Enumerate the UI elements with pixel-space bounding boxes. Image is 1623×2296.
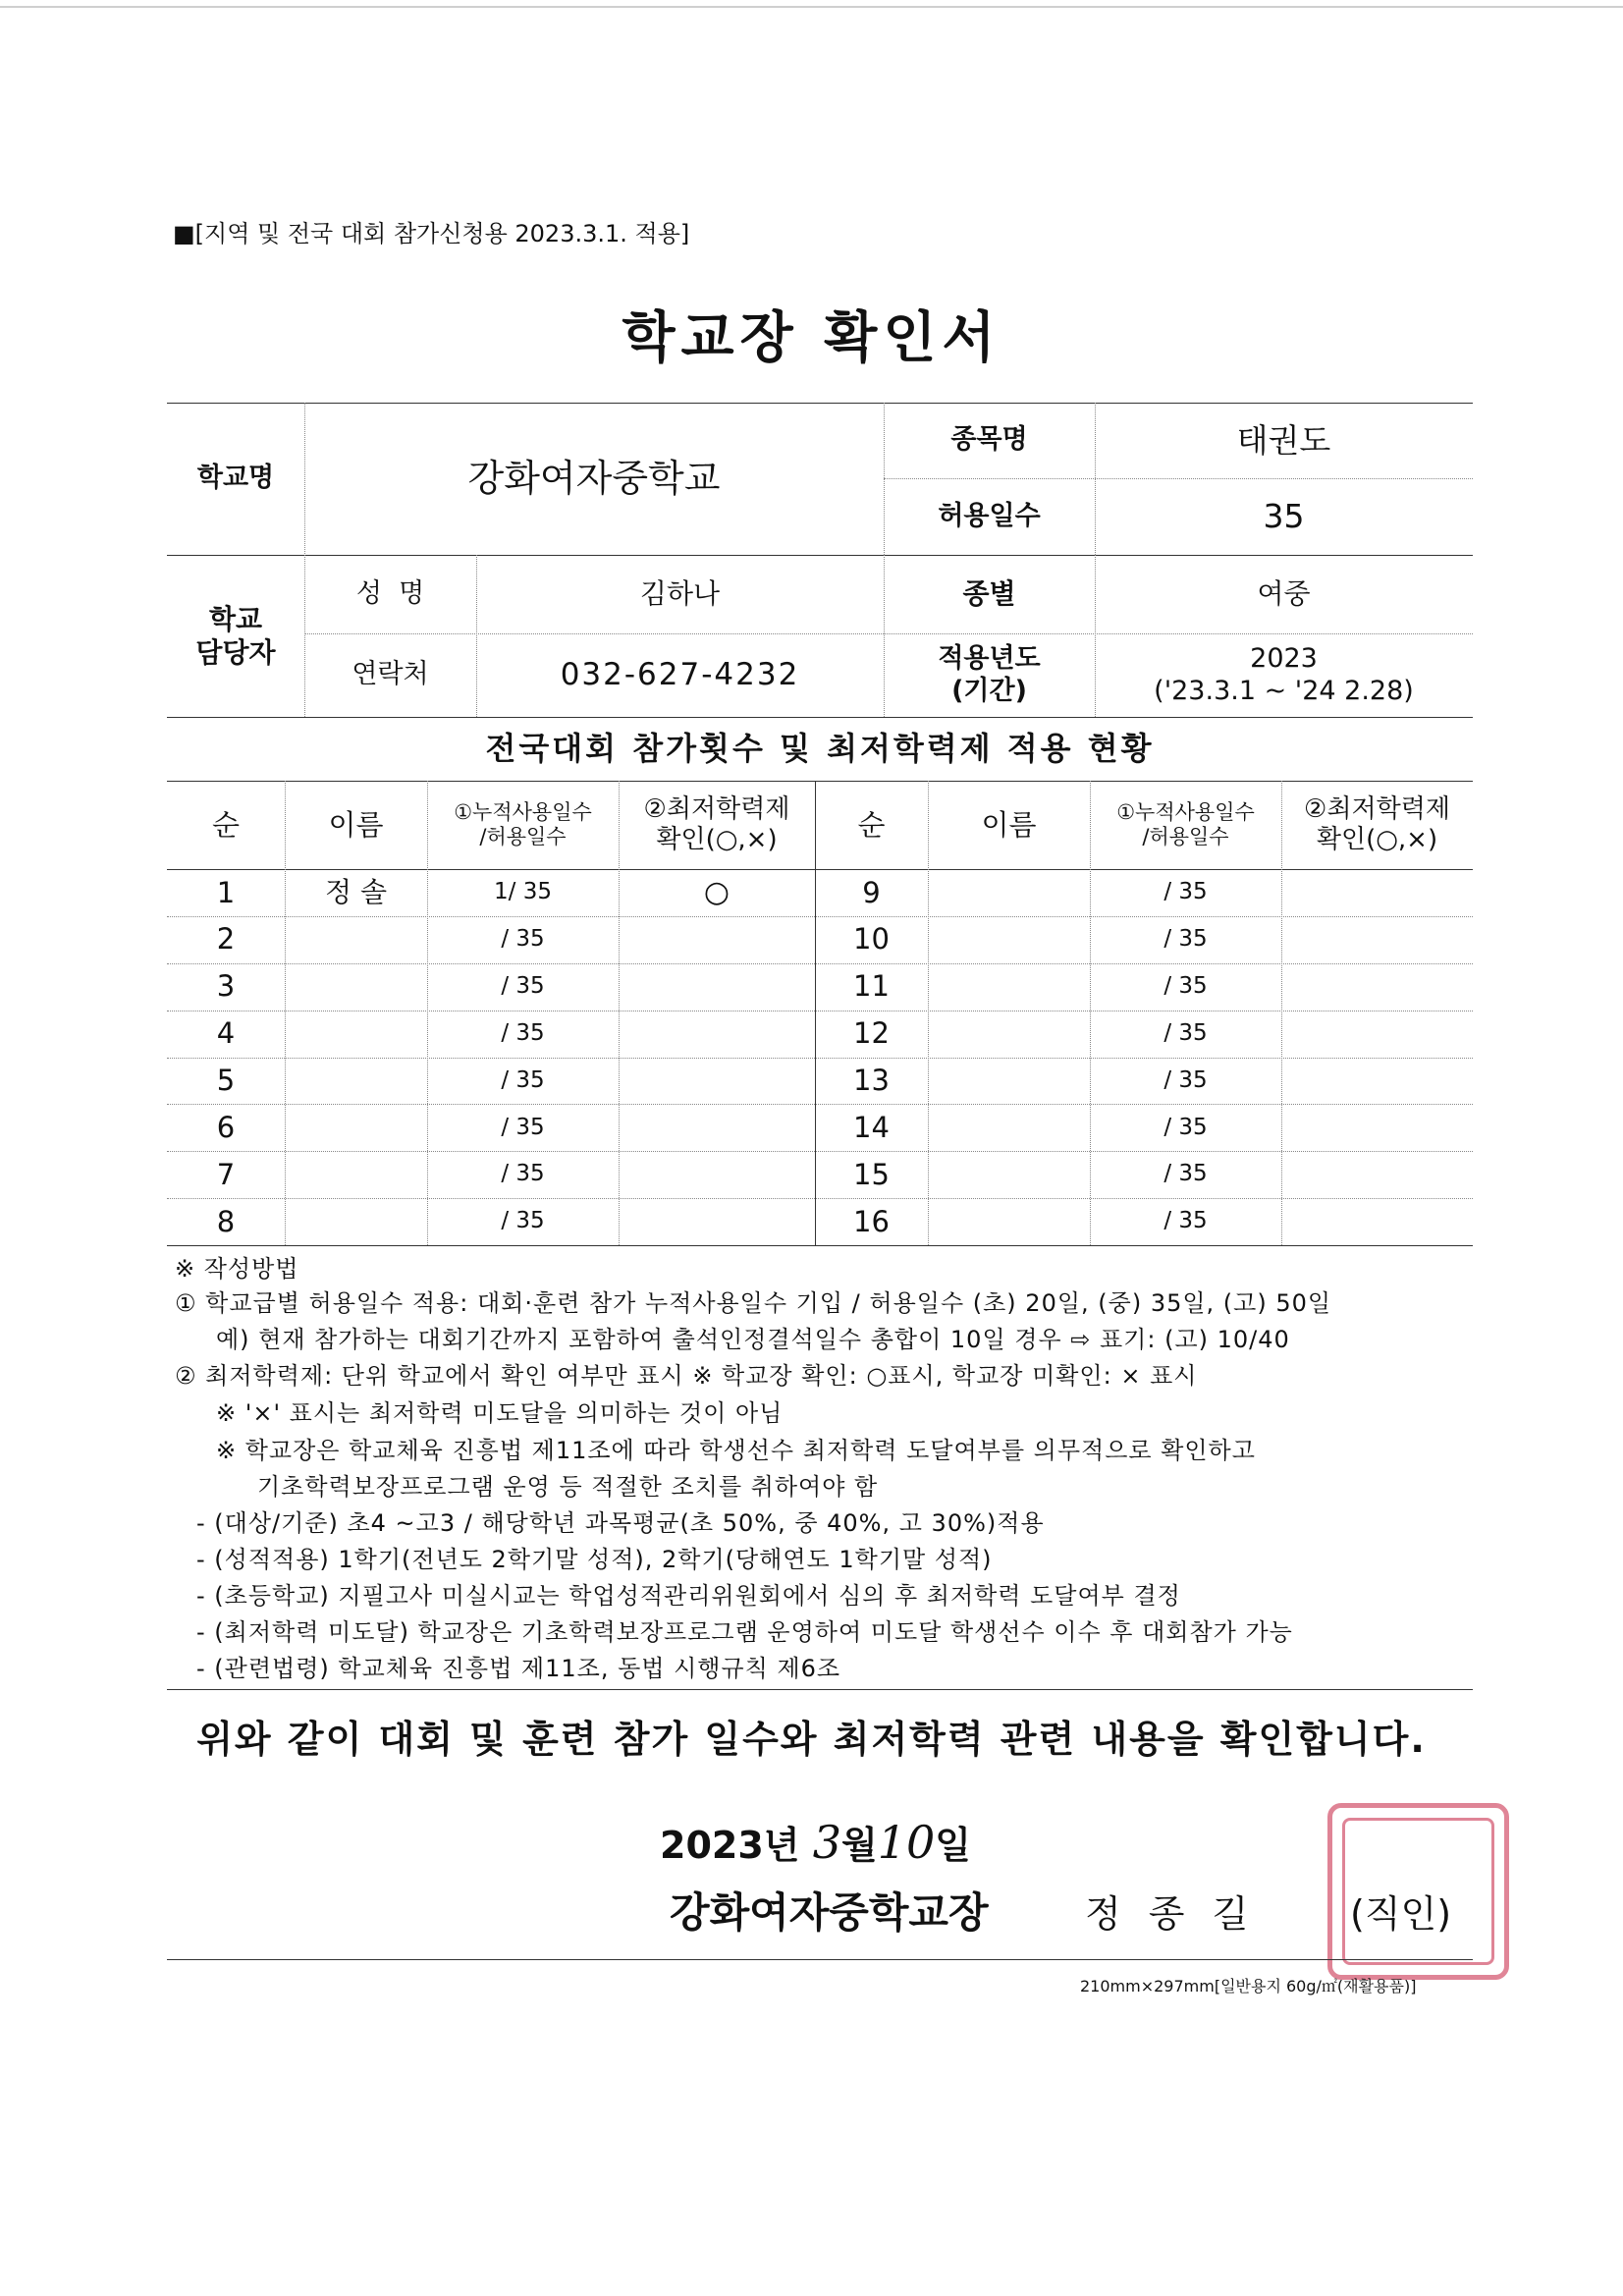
contact-value: 032-627-4232: [560, 656, 800, 692]
col-min2-header-line2: 확인(○,×): [1316, 825, 1438, 854]
table-cell-name: [285, 963, 427, 1011]
table-cell-days: / 35: [501, 926, 545, 953]
note-detail-4: - (최저학력 미도달) 학교장은 기초학력보장프로그램 운영하여 미도달 학생선수 이수 후 대회참가 가능: [196, 1618, 1293, 1646]
table-cell-name2: [928, 916, 1090, 963]
document-title: 학교장 확인서: [622, 306, 1001, 370]
year-label-line1: 적용년도: [938, 643, 1041, 675]
col-days-header-line1: ①누적사용일수: [454, 799, 592, 824]
table-cell-name: [285, 916, 427, 963]
gender-label: 종별: [962, 577, 1016, 611]
period-value-text: ('23.3.1 ~ '24 2.28): [1154, 675, 1414, 706]
table-cell-no: 3: [216, 969, 236, 1004]
note-detail-3: - (초등학교) 지필고사 미실시교는 학업성적관리위원회에서 심의 후 최저학력 도달여부 결정: [196, 1582, 1181, 1610]
notes-bottom-rule: [167, 1689, 1473, 1690]
table-cell-mark: [619, 1104, 815, 1151]
date-month-handwritten: 3: [812, 1816, 841, 1869]
table-cell-name2: [928, 1151, 1090, 1198]
allowed-days-value: 35: [1263, 497, 1305, 536]
paper-spec-note: 210mm×297mm[일반용지 60g/㎡(재활용품)]: [1080, 1977, 1417, 1995]
table-cell-mark: ○: [703, 874, 730, 909]
table-cell-days: / 35: [501, 1114, 545, 1140]
event-value: 태권도: [1236, 420, 1331, 460]
table-cell-no: 1: [216, 875, 236, 909]
table-cell-days: / 35: [501, 1208, 545, 1234]
table-cell-name2: [928, 1198, 1090, 1245]
section-title: 전국대회 참가횟수 및 최저학력제 적용 현황: [485, 729, 1155, 767]
gender-value: 여중: [1257, 577, 1311, 611]
school-name-value: 강화여자중학교: [467, 456, 721, 500]
col-no-header: 순: [211, 807, 240, 842]
table-cell-no: 6: [216, 1110, 236, 1144]
col-name-header: 이름: [328, 807, 384, 842]
table-cell-days2: / 35: [1163, 1019, 1208, 1046]
manager-label: [167, 555, 304, 717]
table-cell-mark: [619, 963, 815, 1011]
table-cell-no: 5: [216, 1064, 236, 1098]
table-cell-days2: / 35: [1163, 972, 1208, 999]
table-cell-days: / 35: [501, 1161, 545, 1187]
table-cell-name2: [928, 869, 1090, 916]
table-cell-no2: 16: [853, 1204, 890, 1238]
date-year: 2023년: [660, 1824, 800, 1867]
header-note: ■[지역 및 전국 대회 참가신청용 2023.3.1. 적용]: [173, 220, 690, 247]
table-cell-mark2: [1281, 916, 1473, 963]
table-cell-name2: [928, 1058, 1090, 1105]
col-days2-header-line2: /허용일수: [1142, 825, 1229, 848]
col-min2-header-line1: ②최저학력제: [1304, 793, 1450, 824]
col-days2-header-line1: ①누적사용일수: [1116, 799, 1255, 824]
note-detail-1: - (대상/기준) 초4 ~고3 / 해당학년 과목평균(초 50%, 중 40%, 고 30%)적용: [196, 1509, 1045, 1537]
manager-name-label: 성 명: [355, 577, 425, 609]
table-cell-mark: [619, 1151, 815, 1198]
table-cell-mark2: [1281, 1104, 1473, 1151]
table-cell-days2: / 35: [1163, 1114, 1208, 1140]
table-cell-days2: / 35: [1163, 1161, 1208, 1187]
table-cell-mark2: [1281, 1058, 1473, 1105]
manager-name-value: 김하나: [639, 577, 721, 611]
table-cell-mark2: [1281, 1151, 1473, 1198]
confirmation-statement: 위와 같이 대회 및 훈련 참가 일수와 최저학력 관련 내용을 확인합니다.: [196, 1718, 1427, 1761]
footer-rule: [167, 1959, 1473, 1960]
contact-label: 연락처: [352, 659, 429, 690]
col-no2-header: 순: [857, 807, 886, 842]
table-cell-days2: / 35: [1163, 1066, 1208, 1093]
table-cell-mark2: [1281, 1011, 1473, 1058]
date-month-unit: 월: [841, 1824, 878, 1867]
school-name-label: 학교명: [196, 463, 275, 494]
table-cell-mark2: [1281, 1198, 1473, 1245]
table-cell-no: 8: [216, 1204, 236, 1238]
table-cell-mark: [619, 1058, 815, 1105]
table-cell-no2: 13: [853, 1064, 890, 1098]
table-cell-name2: [928, 1011, 1090, 1058]
table-cell-days2: / 35: [1163, 1208, 1208, 1234]
table-cell-mark: [619, 1198, 815, 1245]
seal-label: (직인): [1350, 1892, 1452, 1936]
table-cell-days2: / 35: [1163, 879, 1208, 905]
principal-name: 정 종 길: [1085, 1892, 1257, 1936]
table-cell-no: 4: [216, 1016, 236, 1051]
table-cell-days: 1/ 35: [494, 879, 552, 905]
table-cell-days2: / 35: [1163, 926, 1208, 953]
col-days2-header: [1090, 781, 1281, 869]
table-cell-name: [285, 1104, 427, 1151]
table-cell-no: 7: [216, 1157, 236, 1191]
year-value-text: 2023: [1250, 643, 1318, 675]
notes-heading: ※ 작성방법: [175, 1255, 299, 1283]
note-1a: ① 학교급별 허용일수 적용: 대회·훈련 참가 누적사용일수 기입 / 허용일수 (초) 20일, (중) 35일, (고) 50일: [175, 1289, 1332, 1317]
table-cell-name: 정 솔: [325, 876, 387, 909]
note-3: ※ '×' 표시는 최저학력 미도달을 의미하는 것이 아님: [216, 1399, 784, 1427]
col-days-header: [427, 781, 619, 869]
date-day-handwritten: 10: [877, 1816, 936, 1869]
signature-date: [660, 1815, 971, 1869]
table-cell-no2: 10: [853, 922, 890, 957]
table-cell-mark: [619, 1011, 815, 1058]
table-cell-name2: [928, 963, 1090, 1011]
note-1b: 예) 현재 참가하는 대회기간까지 포함하여 출석인정결석일수 총합이 10일 경우 ⇨ 표기: (고) 10/40: [216, 1326, 1290, 1353]
table-cell-no2: 9: [862, 875, 881, 909]
table-cell-mark2: [1281, 869, 1473, 916]
year-label: [884, 633, 1095, 717]
date-day-unit: 일: [935, 1824, 971, 1867]
table-cell-name: [285, 1151, 427, 1198]
manager-label-line2: 담당자: [195, 635, 276, 669]
table-cell-name: [285, 1011, 427, 1058]
note-4b: 기초학력보장프로그램 운영 등 적절한 조치를 취하여야 함: [257, 1473, 879, 1501]
col-min-header-line1: ②최저학력제: [643, 793, 790, 824]
col-name2-header: 이름: [981, 807, 1037, 842]
note-4a: ※ 학교장은 학교체육 진흥법 제11조에 따라 학생선수 최저학력 도달여부를 의무적으로 확인하고: [216, 1437, 1256, 1464]
note-detail-2: - (성적적용) 1학기(전년도 2학기말 성적), 2학기(당해연도 1학기말 성적): [196, 1546, 993, 1573]
table-cell-no2: 12: [853, 1016, 890, 1051]
manager-label-line1: 학교: [208, 602, 263, 635]
table-cell-no2: 11: [853, 969, 890, 1004]
table-cell-days: / 35: [501, 972, 545, 999]
table-cell-name2: [928, 1104, 1090, 1151]
col-min-header: [619, 781, 815, 869]
table-cell-no2: 15: [853, 1157, 890, 1191]
year-label-line2: (기간): [951, 675, 1027, 706]
event-label: 종목명: [950, 424, 1028, 456]
table-cell-mark: [619, 916, 815, 963]
table-cell-name: [285, 1058, 427, 1105]
principal-title: 강화여자중학교장: [670, 1888, 989, 1937]
note-detail-5: - (관련법령) 학교체육 진흥법 제11조, 동법 시행규칙 제6조: [196, 1655, 841, 1682]
table-cell-days: / 35: [501, 1019, 545, 1046]
col-min2-header: [1281, 781, 1473, 869]
table-cell-days: / 35: [501, 1066, 545, 1093]
col-min-header-line2: 확인(○,×): [656, 825, 778, 854]
col-days-header-line2: /허용일수: [479, 825, 567, 848]
table-cell-no: 2: [216, 922, 236, 957]
table-cell-name: [285, 1198, 427, 1245]
allowed-days-label: 허용일수: [938, 500, 1041, 531]
note-2: ② 최저학력제: 단위 학교에서 확인 여부만 표시 ※ 학교장 확인: ○표시, 학교장 미확인: × 표시: [175, 1362, 1198, 1390]
table-cell-no2: 14: [853, 1110, 890, 1144]
table-cell-mark2: [1281, 963, 1473, 1011]
page-top-border: [0, 6, 1623, 8]
year-value: [1095, 633, 1473, 717]
